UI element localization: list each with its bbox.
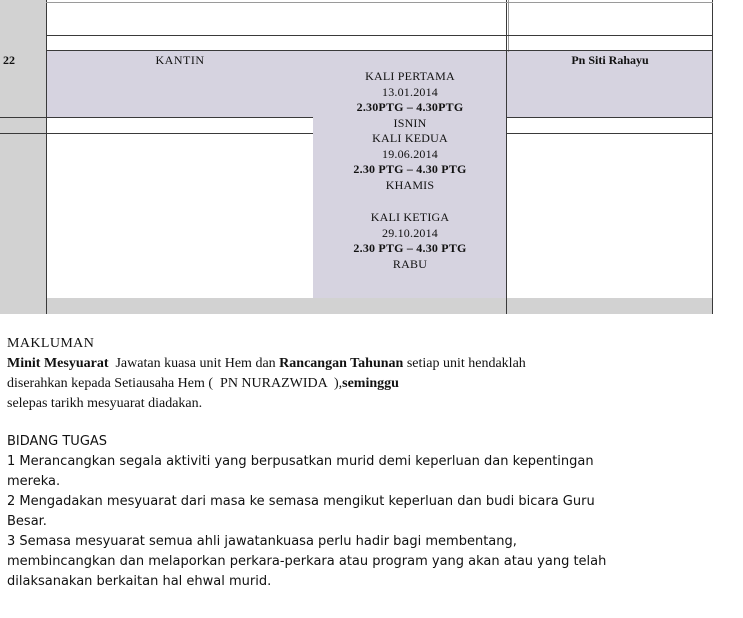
- schedule-line: KALI KEDUA: [372, 131, 448, 145]
- bidang-tugas-line: Besar.: [7, 514, 47, 529]
- bidang-tugas-line: 1 Merancangkan segala aktiviti yang berpusatkan murid demi keperluan dan kepentingan: [7, 454, 594, 469]
- bottom-bar: [46, 298, 713, 314]
- schedule-line: RABU: [392, 256, 428, 271]
- number-column: [0, 0, 46, 314]
- grid-line: [712, 0, 713, 314]
- grid-line: [46, 50, 713, 51]
- schedule-line: KHAMIS: [385, 177, 435, 192]
- makluman-text: Jawatan kuasa unit Hem dan: [108, 356, 280, 371]
- bidang-tugas-line: 3 Semasa mesyuarat semua ahli jawatankuasa perlu hadir bagi membentang,: [7, 534, 517, 549]
- makluman-line: [7, 374, 737, 394]
- grid-line: [46, 35, 713, 36]
- unit-name: KANTIN: [155, 53, 205, 67]
- grid-line: [508, 0, 509, 52]
- seminggu-label: seminggu: [342, 376, 399, 391]
- schedule-line: 2.30PTG – 4.30PTG: [356, 100, 464, 114]
- schedule-line: 19.06.2014: [382, 146, 438, 161]
- schedule-text: [313, 69, 507, 272]
- grid-line: [0, 133, 313, 134]
- grid-line: [506, 117, 713, 118]
- grid-line: [46, 2, 713, 3]
- makluman-line: [7, 354, 737, 374]
- schedule-line: 29.10.2014: [382, 225, 438, 240]
- makluman-text: setiap unit hendaklah: [403, 356, 526, 371]
- makluman-section: [7, 334, 737, 414]
- bidang-tugas-line: dilaksanakan berkaitan hal ehwal murid.: [7, 574, 272, 589]
- schedule-line: KALI KETIGA: [370, 210, 450, 224]
- grid-line: [46, 0, 47, 314]
- schedule-line: KALI PERTAMA: [365, 69, 455, 83]
- bidang-tugas-line: mereka.: [7, 474, 61, 489]
- schedule-line: 2.30 PTG – 4.30 PTG: [353, 162, 467, 176]
- bidang-tugas-line: 2 Mengadakan mesyuarat dari masa ke semasa mengikut keperluan dan budi bicara Guru: [7, 494, 595, 509]
- minit-mesyuarat-label: Minit Mesyuarat: [7, 356, 109, 371]
- schedule-line: ISNIN: [393, 115, 427, 130]
- schedule-line: 13.01.2014: [382, 84, 438, 99]
- bidang-tugas-heading: BIDANG TUGAS: [7, 434, 108, 449]
- grid-line: [0, 117, 313, 118]
- grid-line: [506, 133, 713, 134]
- person-in-charge: Pn Siti Rahayu: [571, 53, 649, 67]
- makluman-text: diserahkan kepada Setiausaha Hem ( PN NURAZWIDA ),: [7, 376, 343, 391]
- row-number: 22: [3, 53, 15, 67]
- bidang-tugas-line: membincangkan dan melaporkan perkara-perkara atau program yang akan atau yang telah: [7, 554, 607, 569]
- makluman-line: selepas tarikh mesyuarat diadakan.: [7, 396, 203, 411]
- schedule-line: [313, 193, 507, 210]
- makluman-heading: MAKLUMAN: [7, 336, 95, 351]
- bidang-tugas-section: [7, 432, 737, 592]
- schedule-line: 2.30 PTG – 4.30 PTG: [353, 241, 467, 255]
- rancangan-tahunan-label: Rancangan Tahunan: [279, 356, 404, 371]
